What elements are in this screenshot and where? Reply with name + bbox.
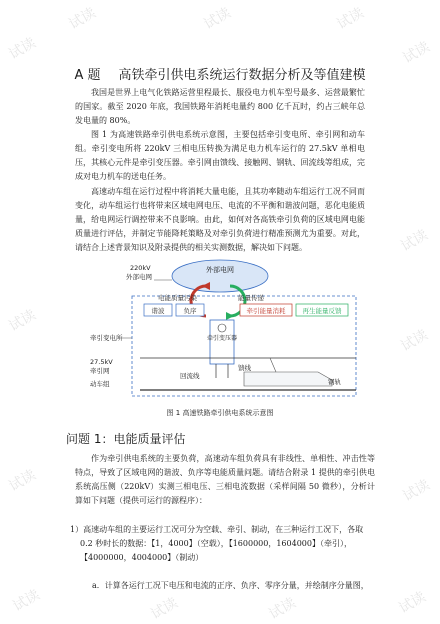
- watermark-text: 试读: [6, 466, 39, 495]
- rail-label: 钢轨: [328, 378, 341, 386]
- traction-consumption-label: 牵引能量消耗: [246, 307, 286, 315]
- external-grid-ellipse: [172, 260, 268, 292]
- train-icon: [244, 372, 332, 386]
- watermark-text: 试读: [148, 594, 181, 623]
- question-1-subitem-a: a．计算各运行工况下电压和电流的正序、负序、零序分量，并绘制序分量图，: [92, 581, 369, 590]
- problem-heading: [0, 64, 440, 83]
- problem-label: A 题: [74, 68, 101, 83]
- energy-arrowhead-icon: [226, 312, 234, 320]
- transformer-label: 牵引变压器: [206, 335, 238, 342]
- watermark-text: 试读: [398, 326, 431, 355]
- traction-transformer-box: [210, 320, 234, 364]
- pantograph-icon: [270, 358, 276, 372]
- paragraph-1: 我国是世界上电气化铁路运营里程最长、服役电力机车型号最多、运营最繁忙的国家。截至 2020 年底，我国铁路年消耗电量约 800 亿千瓦时，约占三峡年总发电量的 80%。: [75, 88, 365, 125]
- paragraph-2: 图 1 为高速铁路牵引供电系统示意图，主要包括牵引变电所、牵引网和动车组。牵引变电所将 220kV 三相电压转换为满足电力机车运行的 27.5kV 单相电压，其核心元件是牵引变压器。牵引网由馈线、接触网、钢轨、回流线等组成，完成对电力机车的送电任务。: [75, 130, 365, 181]
- harmonic-label: 谐波: [151, 307, 165, 315]
- figure-caption: 图 1 高速铁路牵引供电系统示意图: [166, 409, 274, 417]
- watermark-text: 试读: [400, 38, 433, 67]
- watermark-text: 试读: [398, 226, 431, 255]
- watermark-text: 试读: [201, 4, 234, 33]
- question-1-intro: 作为牵引供电系统的主要负荷，高速动车组负荷具有非线性、单相性、冲击性等特点，导致了区域电网的谐波、负序等电能质量问题。请结合附录 1 提供的牵引供电系统高压侧（220kV）实测三相电压、三相电流数据（采样间隔 50 微秒），分析计算如下问题（提供可运行的源程序）：: [75, 454, 375, 505]
- question-1-item-1: [70, 523, 370, 565]
- watermark-text: 试读: [6, 34, 39, 63]
- grid-kv-label: 220kV: [130, 264, 151, 272]
- watermark-text: 试读: [396, 588, 429, 617]
- watermark-text: 试读: [10, 586, 43, 615]
- problem-title: 高铁牵引供电系统运行数据分析及等值建模: [118, 68, 366, 83]
- watermark-text: 试读: [66, 4, 99, 33]
- question-1-title: 问题 1：电能质量评估: [66, 432, 186, 446]
- feeder-label: 馈线: [238, 364, 251, 372]
- grid-side-label: 外部电网: [126, 273, 152, 281]
- regen-feedback-label: 再生能量反馈: [302, 307, 342, 315]
- external-grid-label: 外部电网: [206, 266, 234, 274]
- return-line-label: 回流线: [180, 372, 200, 380]
- item-1-text: 高速动车组的主要运行工况可分为空载、牵引、制动，在三种运行工况下，各取 0.2 秒时长的数据：【1，4000】（空载），【1600000，1604000】（牵引），【4000000，4004000】（制动）: [80, 525, 364, 562]
- paragraph-3: 高速动车组在运行过程中将消耗大量电能，且其功率随动车组运行工况不同而变化，动车组运行也将带来区域电网电压、电流的不平衡和谐波问题，恶化电能质量，给电网运行调控带来不良影响。由此，如何对各高铁牵引负荷的区域电网电能质量进行评估，并制定节能降耗策略及对牵引负荷进行精准预测尤为重要。对此，请结合上述背景知识及附录提供的相关实测数据，解决如下问题。: [75, 187, 365, 252]
- pq-pollution-label: 电能质量污染: [158, 294, 197, 302]
- energy-transfer-label: 能量传递: [238, 294, 264, 302]
- catenary-label: 牵引网: [90, 367, 110, 375]
- watermark-text: 试读: [266, 594, 299, 623]
- train-label: 动车组: [90, 380, 110, 388]
- watermark-text: 试读: [400, 476, 433, 505]
- item-1-number: 1）: [70, 525, 84, 534]
- voltage-label: 27.5kV: [90, 358, 113, 366]
- watermark-text: 试读: [6, 306, 39, 335]
- watermark-text: 试读: [334, 4, 367, 33]
- traction-system-diagram: [70, 258, 370, 406]
- negative-seq-label: 负序: [183, 307, 197, 315]
- substation-label: 牵引变电所: [90, 334, 123, 342]
